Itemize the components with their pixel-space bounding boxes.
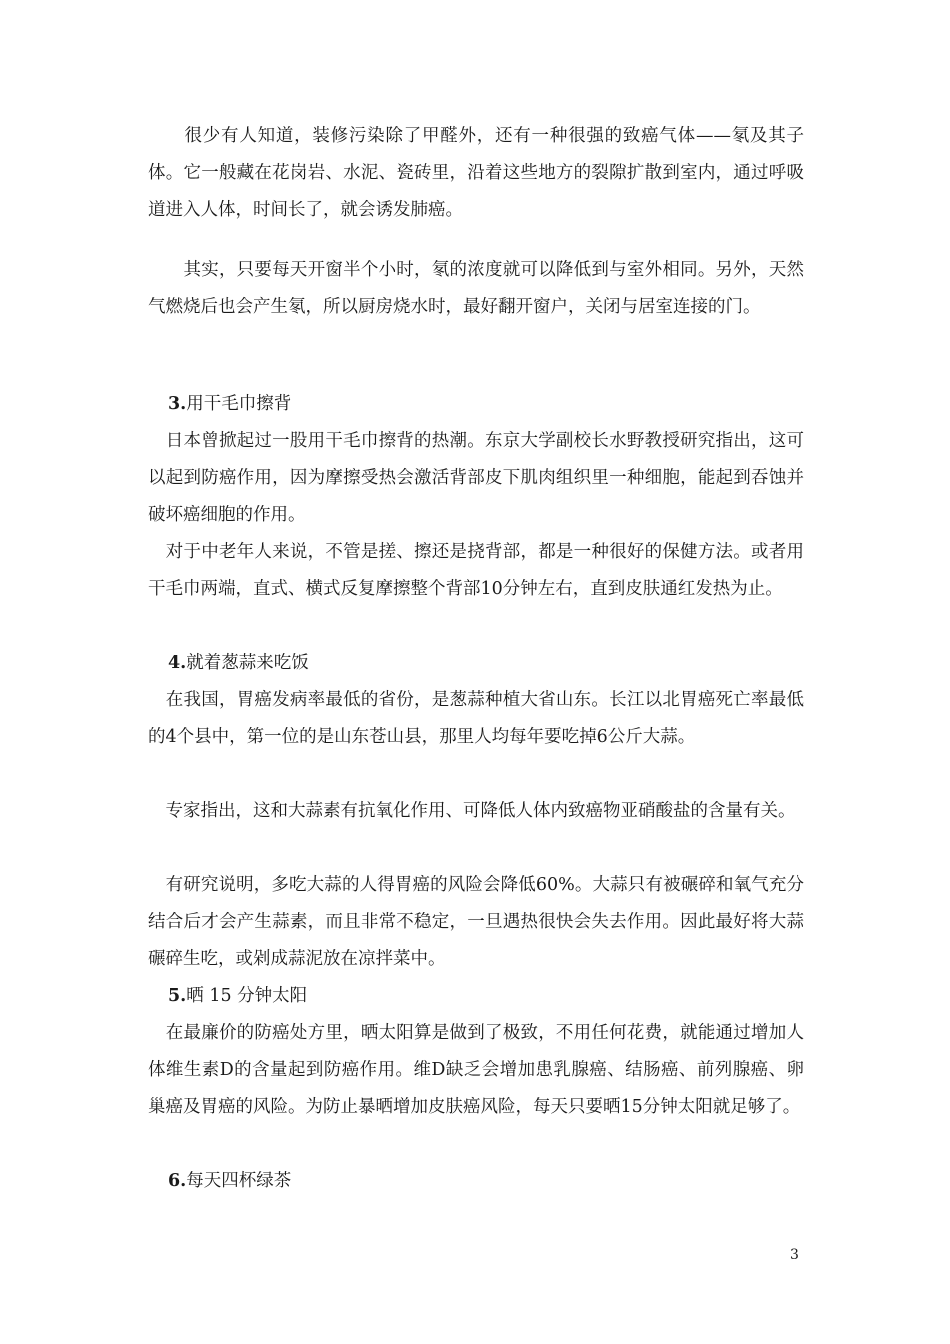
- heading-text: 用干毛巾擦背: [186, 394, 292, 414]
- heading-number: 3.: [168, 394, 187, 414]
- paragraph-ventilation: 其实，只要每天开窗半个小时，氡的浓度就可以降低到与室外相同。另外，天然气燃烧后也会产生氡，所以厨房烧水时，最好翻开窗户，关闭与居室连接的门。: [148, 260, 804, 317]
- page-number: 3: [790, 1247, 799, 1263]
- section-heading-4: [168, 645, 309, 682]
- paragraph-radon: 很少有人知道，装修污染除了甲醛外，还有一种很强的致癌气体——氡及其子体。它一般藏在花岗岩、水泥、瓷砖里，沿着这些地方的裂隙扩散到室内，通过呼吸道进入人体，时间长了，就会诱发肺癌。: [148, 126, 804, 220]
- paragraph-sunlight: 在最廉价的防癌处方里，晒太阳算是做到了极致，不用任何花费，就能通过增加人体维生素D的含量起到防癌作用。维D缺乏会增加患乳腺癌、结肠癌、前列腺癌、卵巢癌及胃癌的风险。为防止暴晒增加皮肤癌风险，每天只要晒15分钟太阳就足够了。: [148, 1023, 804, 1117]
- paragraph-towel-1: 日本曾掀起过一股用干毛巾擦背的热潮。东京大学副校长水野教授研究指出，这可以起到防癌作用，因为摩擦受热会激活背部皮下肌肉组织里一种细胞，能起到吞蚀并破坏癌细胞的作用。: [148, 431, 804, 525]
- section-heading-5: [168, 978, 307, 1015]
- paragraph-garlic-1: 在我国，胃癌发病率最低的省份，是葱蒜种植大省山东。长江以北胃癌死亡率最低的4个县中，第一位的是山东苍山县，那里人均每年要吃掉6公斤大蒜。: [148, 690, 804, 747]
- heading-text: 晒 15 分钟太阳: [186, 986, 308, 1006]
- heading-number: 5.: [168, 986, 187, 1006]
- paragraph-garlic-2: 专家指出，这和大蒜素有抗氧化作用、可降低人体内致癌物亚硝酸盐的含量有关。: [148, 801, 796, 821]
- paragraph-towel-2: 对于中老年人来说，不管是搓、擦还是挠背部，都是一种很好的保健方法。或者用干毛巾两端，直式、横式反复摩擦整个背部10分钟左右，直到皮肤通红发热为止。: [148, 542, 804, 599]
- heading-text: 就着葱蒜来吃饭: [186, 653, 309, 673]
- heading-text: 每天四杯绿茶: [186, 1171, 292, 1191]
- section-heading-3: [168, 386, 291, 423]
- section-heading-6: [168, 1163, 291, 1200]
- heading-number: 4.: [168, 653, 187, 673]
- paragraph-garlic-3: 有研究说明，多吃大蒜的人得胃癌的风险会降低60%。大蒜只有被碾碎和氧气充分结合后才会产生蒜素，而且非常不稳定，一旦遇热很快会失去作用。因此最好将大蒜碾碎生吃，或剁成蒜泥放在凉拌菜中。: [148, 875, 804, 969]
- heading-number: 6.: [168, 1171, 187, 1191]
